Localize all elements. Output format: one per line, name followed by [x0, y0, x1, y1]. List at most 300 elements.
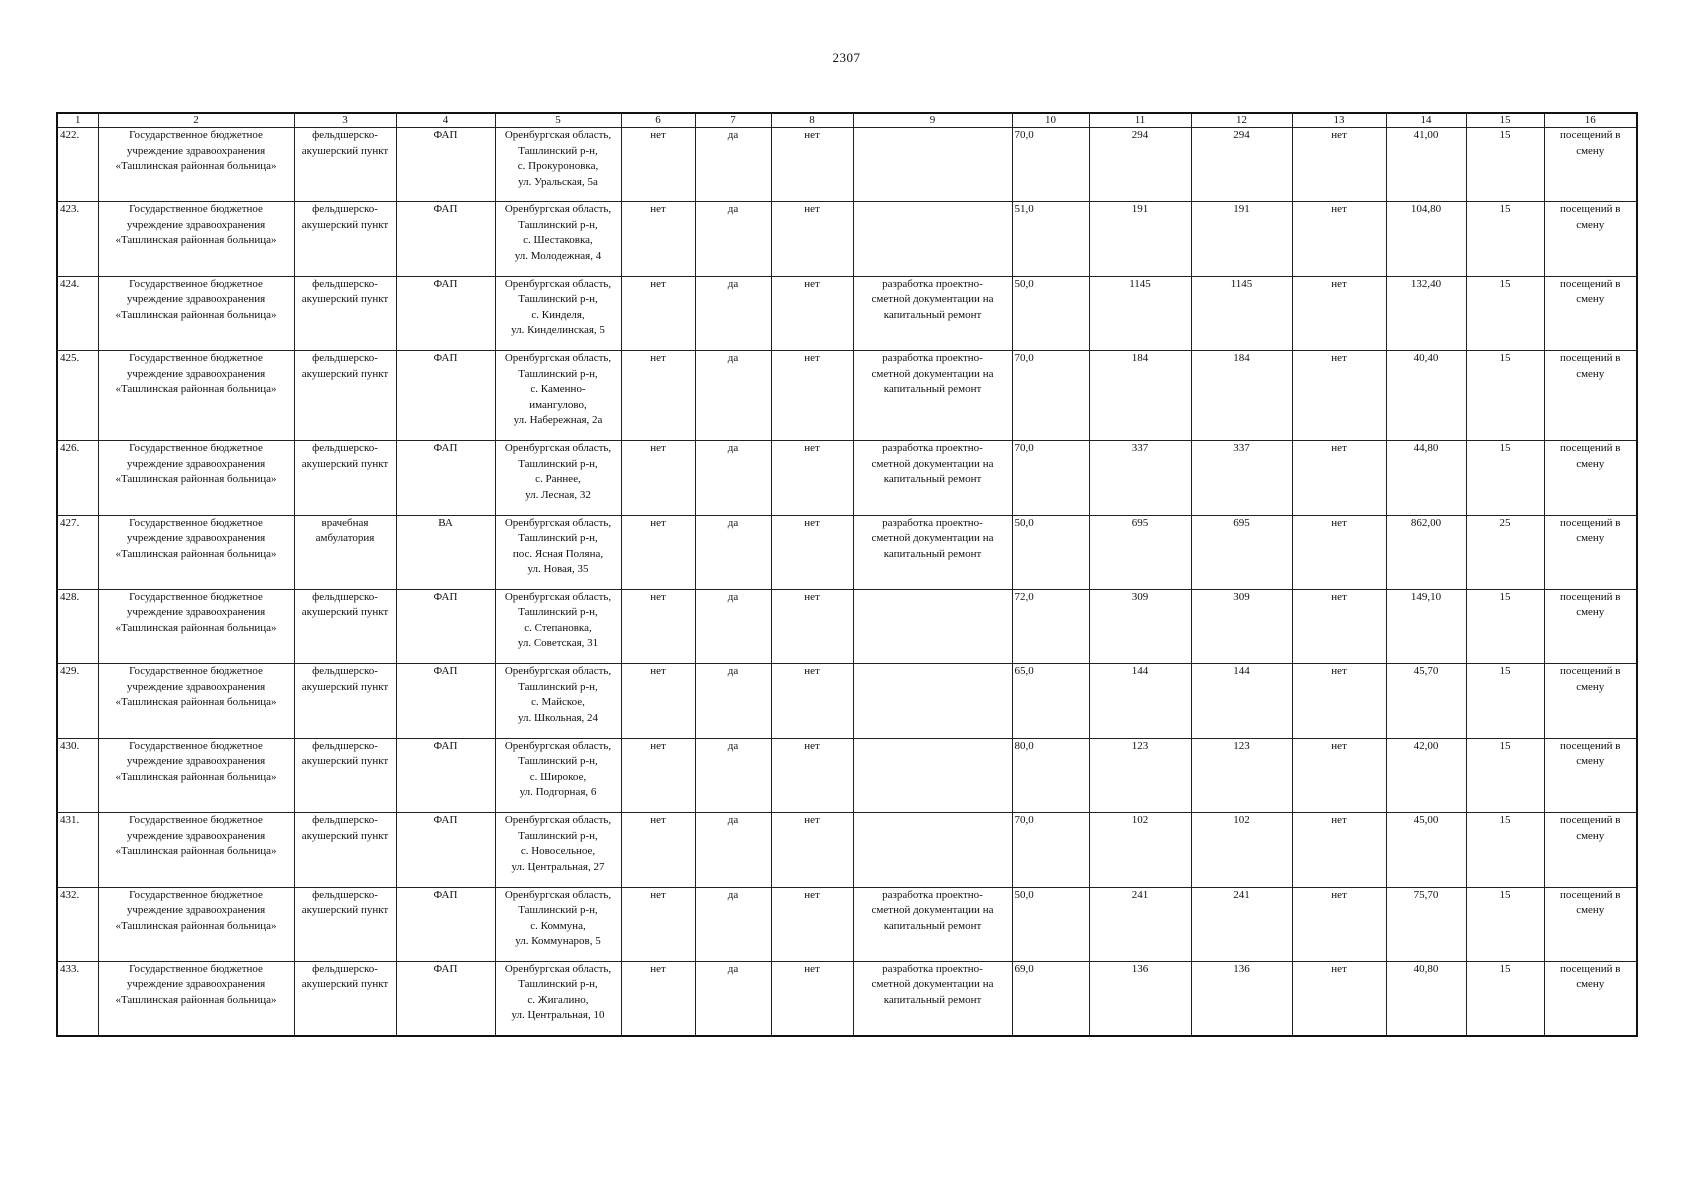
area-cell	[1012, 589, 1089, 663]
facility-type-cell	[294, 887, 396, 961]
column-11-cell	[1089, 738, 1191, 812]
column-14-text: 40,80	[1413, 962, 1439, 975]
organization-text: Государственное бюджетное учреждение здравоохранения «Ташлинская районная больница»	[115, 129, 277, 172]
address-cell	[495, 813, 621, 887]
column-8-text: нет	[804, 665, 820, 678]
column-header: 13	[1292, 113, 1386, 128]
column-7-cell	[695, 813, 771, 887]
column-7-cell	[695, 961, 771, 1035]
table-row	[57, 202, 1637, 276]
column-11-cell	[1089, 128, 1191, 202]
address-text: Оренбургская область, Ташлинский р-н, с. Кинделя, ул. Кинделинская, 5	[504, 277, 612, 337]
column-14-cell	[1386, 589, 1466, 663]
table-row	[57, 515, 1637, 589]
column-13-cell	[1292, 664, 1386, 738]
address-cell	[495, 202, 621, 276]
column-15-text: 25	[1499, 516, 1511, 529]
address-cell	[495, 351, 621, 441]
address-cell	[495, 738, 621, 812]
row-number-cell	[57, 813, 98, 887]
capacity-unit-text: посещений в смену	[1559, 516, 1621, 545]
area-text: 70,0	[1014, 442, 1034, 455]
column-14-text: 132,40	[1410, 277, 1442, 290]
column-8-text: нет	[804, 814, 820, 827]
column-13-text: нет	[1331, 352, 1347, 365]
column-11-cell	[1089, 961, 1191, 1035]
capacity-unit-text: посещений в смену	[1559, 203, 1621, 231]
area-cell	[1012, 961, 1089, 1035]
column-15-text: 15	[1499, 814, 1511, 827]
facility-abbr-text: ФАП	[433, 962, 458, 975]
facility-abbr-text: ФАП	[433, 129, 458, 141]
column-7-cell	[695, 664, 771, 738]
column-13-text: нет	[1331, 277, 1347, 290]
column-11-cell	[1089, 664, 1191, 738]
organization-cell	[98, 276, 294, 350]
area-text: 50,0	[1014, 888, 1034, 901]
row-number-text: 432.	[60, 888, 80, 901]
works-cell	[853, 441, 1012, 515]
column-11-cell	[1089, 202, 1191, 276]
column-11-text: 1145	[1129, 277, 1151, 290]
capacity-unit-text: посещений в смену	[1559, 814, 1621, 842]
works-text: разработка проектно- сметной документации на капитальный ремонт	[871, 888, 994, 932]
column-15-text: 15	[1499, 203, 1511, 216]
address-text: Оренбургская область, Ташлинский р-н, с. Широкое, ул. Подгорная, 6	[504, 739, 612, 799]
column-15-cell	[1466, 961, 1544, 1035]
table-row	[57, 813, 1637, 887]
area-text: 51,0	[1014, 203, 1034, 216]
column-14-cell	[1386, 813, 1466, 887]
column-6-text: нет	[650, 814, 666, 827]
column-11-cell	[1089, 887, 1191, 961]
facility-type-text: фельдшерско- акушерский пункт	[301, 352, 389, 380]
column-11-text: 184	[1131, 352, 1149, 365]
facility-type-cell	[294, 961, 396, 1035]
column-8-text: нет	[804, 277, 820, 290]
address-cell	[495, 515, 621, 589]
facility-type-text: фельдшерско- акушерский пункт	[301, 739, 389, 768]
column-header: 11	[1089, 113, 1191, 128]
area-cell	[1012, 276, 1089, 350]
column-8-text: нет	[804, 129, 820, 141]
column-8-cell	[771, 441, 853, 515]
column-14-text: 45,00	[1413, 814, 1439, 827]
column-6-cell	[621, 887, 695, 961]
capacity-unit-text: посещений в смену	[1559, 665, 1621, 693]
column-11-text: 123	[1131, 739, 1149, 752]
column-15-cell	[1466, 441, 1544, 515]
table-row	[57, 664, 1637, 738]
column-13-cell	[1292, 515, 1386, 589]
column-7-cell	[695, 589, 771, 663]
capacity-unit-text: посещений в смену	[1559, 888, 1621, 917]
works-cell	[853, 515, 1012, 589]
row-number-cell	[57, 589, 98, 663]
organization-cell	[98, 589, 294, 663]
column-14-cell	[1386, 441, 1466, 515]
header-row	[57, 113, 1637, 128]
column-13-text: нет	[1331, 739, 1347, 752]
column-12-cell	[1191, 961, 1292, 1035]
column-header: 8	[771, 113, 853, 128]
area-text: 70,0	[1014, 814, 1034, 827]
column-15-cell	[1466, 664, 1544, 738]
table-row	[57, 441, 1637, 515]
column-13-cell	[1292, 738, 1386, 812]
facility-type-cell	[294, 738, 396, 812]
facilities-table	[56, 112, 1638, 1037]
column-15-cell	[1466, 128, 1544, 202]
column-7-text: да	[727, 129, 739, 141]
column-14-cell	[1386, 664, 1466, 738]
facility-abbr-cell	[396, 813, 495, 887]
column-6-cell	[621, 738, 695, 812]
row-number-cell	[57, 202, 98, 276]
column-13-cell	[1292, 128, 1386, 202]
column-15-cell	[1466, 589, 1544, 663]
facility-abbr-text: ФАП	[433, 739, 458, 752]
column-6-cell	[621, 276, 695, 350]
column-14-cell	[1386, 128, 1466, 202]
works-cell	[853, 202, 1012, 276]
works-cell	[853, 276, 1012, 350]
address-cell	[495, 441, 621, 515]
facility-type-cell	[294, 441, 396, 515]
table-row	[57, 128, 1637, 202]
column-15-text: 15	[1499, 352, 1511, 365]
column-12-text: 191	[1233, 203, 1250, 216]
column-13-cell	[1292, 589, 1386, 663]
column-header: 9	[853, 113, 1012, 128]
works-cell	[853, 961, 1012, 1035]
row-number-cell	[57, 128, 98, 202]
column-12-cell	[1191, 515, 1292, 589]
column-12-cell	[1191, 128, 1292, 202]
column-15-text: 15	[1499, 277, 1511, 290]
column-14-text: 40,40	[1413, 352, 1439, 365]
column-8-text: нет	[804, 888, 820, 901]
address-cell	[495, 589, 621, 663]
area-text: 65,0	[1014, 665, 1034, 678]
column-8-cell	[771, 664, 853, 738]
facility-type-text: врачебная амбулатория	[315, 516, 375, 545]
area-cell	[1012, 664, 1089, 738]
column-12-text: 294	[1233, 129, 1250, 141]
column-header: 2	[98, 113, 294, 128]
column-12-text: 123	[1233, 739, 1250, 752]
column-14-text: 45,70	[1413, 665, 1439, 678]
column-7-cell	[695, 887, 771, 961]
facility-type-text: фельдшерско- акушерский пункт	[301, 203, 389, 231]
organization-text: Государственное бюджетное учреждение здравоохранения «Ташлинская районная больница»	[115, 814, 277, 858]
organization-cell	[98, 887, 294, 961]
capacity-unit-cell	[1544, 813, 1637, 887]
area-cell	[1012, 202, 1089, 276]
organization-cell	[98, 961, 294, 1035]
address-cell	[495, 664, 621, 738]
address-text: Оренбургская область, Ташлинский р-н, с. Майское, ул. Школьная, 24	[504, 665, 612, 724]
organization-text: Государственное бюджетное учреждение здравоохранения «Ташлинская районная больница»	[115, 203, 277, 247]
column-12-text: 241	[1233, 888, 1250, 901]
area-text: 50,0	[1014, 516, 1034, 529]
works-cell	[853, 664, 1012, 738]
organization-cell	[98, 202, 294, 276]
column-13-text: нет	[1331, 129, 1347, 141]
column-12-text: 144	[1233, 665, 1250, 678]
capacity-unit-cell	[1544, 202, 1637, 276]
column-15-cell	[1466, 202, 1544, 276]
column-7-cell	[695, 202, 771, 276]
column-6-text: нет	[650, 962, 666, 975]
column-8-cell	[771, 515, 853, 589]
column-14-cell	[1386, 351, 1466, 441]
column-13-text: нет	[1331, 814, 1347, 827]
column-7-text: да	[727, 203, 739, 216]
row-number-cell	[57, 515, 98, 589]
column-14-cell	[1386, 887, 1466, 961]
facility-type-text: фельдшерско- акушерский пункт	[301, 888, 389, 917]
address-text: Оренбургская область, Ташлинский р-н, с. Раннее, ул. Лесная, 32	[504, 442, 612, 501]
column-header: 7	[695, 113, 771, 128]
column-13-cell	[1292, 441, 1386, 515]
address-text: Оренбургская область, Ташлинский р-н, с. Жигалино, ул. Центральная, 10	[504, 962, 612, 1022]
column-14-text: 75,70	[1413, 888, 1439, 901]
facility-abbr-text: ФАП	[433, 352, 458, 365]
column-header: 16	[1544, 113, 1637, 128]
column-12-cell	[1191, 589, 1292, 663]
works-cell	[853, 589, 1012, 663]
row-number-cell	[57, 887, 98, 961]
organization-cell	[98, 664, 294, 738]
organization-cell	[98, 351, 294, 441]
facility-abbr-text: ФАП	[433, 590, 458, 603]
column-7-cell	[695, 738, 771, 812]
column-6-cell	[621, 813, 695, 887]
column-7-text: да	[727, 962, 739, 975]
address-text: Оренбургская область, Ташлинский р-н, с. Прокуроновка, ул. Уральская, 5а	[504, 129, 612, 188]
facility-type-cell	[294, 813, 396, 887]
column-12-cell	[1191, 441, 1292, 515]
capacity-unit-text: посещений в смену	[1559, 129, 1621, 157]
column-7-text: да	[727, 814, 739, 827]
facility-abbr-text: ВА	[438, 516, 453, 529]
column-13-text: нет	[1331, 590, 1347, 603]
facility-type-cell	[294, 589, 396, 663]
column-13-text: нет	[1331, 203, 1347, 216]
facility-type-cell	[294, 202, 396, 276]
column-6-text: нет	[650, 203, 666, 216]
row-number-text: 425.	[60, 352, 80, 365]
column-14-cell	[1386, 276, 1466, 350]
column-6-text: нет	[650, 277, 666, 290]
column-14-text: 41,00	[1413, 129, 1439, 141]
column-6-text: нет	[650, 665, 666, 678]
table-body	[57, 128, 1637, 1036]
column-14-text: 44,80	[1413, 442, 1439, 455]
facility-type-text: фельдшерско- акушерский пункт	[301, 665, 389, 693]
column-11-text: 136	[1131, 962, 1149, 975]
column-13-text: нет	[1331, 516, 1347, 529]
column-header: 15	[1466, 113, 1544, 128]
address-cell	[495, 961, 621, 1035]
column-11-text: 191	[1131, 203, 1149, 216]
column-11-text: 241	[1131, 888, 1149, 901]
area-cell	[1012, 128, 1089, 202]
column-6-text: нет	[650, 442, 666, 455]
organization-text: Государственное бюджетное учреждение здравоохранения «Ташлинская районная больница»	[115, 442, 277, 486]
row-number-text: 423.	[60, 203, 80, 216]
column-15-cell	[1466, 351, 1544, 441]
table-row	[57, 351, 1637, 441]
column-header: 10	[1012, 113, 1089, 128]
column-14-cell	[1386, 515, 1466, 589]
column-15-cell	[1466, 887, 1544, 961]
column-14-text: 862,00	[1410, 516, 1442, 529]
column-11-text: 309	[1131, 590, 1149, 603]
facility-abbr-cell	[396, 202, 495, 276]
column-6-cell	[621, 961, 695, 1035]
facility-abbr-cell	[396, 664, 495, 738]
address-text: Оренбургская область, Ташлинский р-н, с. Шестаковка, ул. Молодежная, 4	[504, 203, 612, 262]
column-15-cell	[1466, 515, 1544, 589]
column-14-text: 42,00	[1413, 739, 1439, 752]
column-13-text: нет	[1331, 962, 1347, 975]
column-13-text: нет	[1331, 665, 1347, 678]
capacity-unit-cell	[1544, 441, 1637, 515]
column-7-cell	[695, 351, 771, 441]
column-header: 1	[57, 113, 98, 128]
facility-abbr-cell	[396, 515, 495, 589]
page-number: 2307	[832, 50, 861, 65]
row-number-cell	[57, 961, 98, 1035]
facility-type-cell	[294, 515, 396, 589]
column-6-text: нет	[650, 888, 666, 901]
column-12-text: 1145	[1230, 277, 1253, 290]
column-15-text: 15	[1499, 888, 1511, 901]
column-header: 6	[621, 113, 695, 128]
column-15-cell	[1466, 738, 1544, 812]
organization-text: Государственное бюджетное учреждение здравоохранения «Ташлинская районная больница»	[115, 665, 277, 709]
column-13-cell	[1292, 961, 1386, 1035]
area-text: 80,0	[1014, 739, 1034, 752]
column-6-cell	[621, 441, 695, 515]
column-11-cell	[1089, 589, 1191, 663]
column-8-text: нет	[804, 962, 820, 975]
organization-text: Государственное бюджетное учреждение здравоохранения «Ташлинская районная больница»	[115, 516, 277, 560]
column-6-text: нет	[650, 590, 666, 603]
row-number-cell	[57, 664, 98, 738]
column-6-cell	[621, 202, 695, 276]
column-8-text: нет	[804, 352, 820, 365]
column-13-cell	[1292, 202, 1386, 276]
column-15-text: 15	[1499, 739, 1511, 752]
row-number-text: 424.	[60, 277, 80, 290]
column-7-text: да	[727, 352, 739, 365]
address-cell	[495, 276, 621, 350]
address-cell	[495, 887, 621, 961]
column-11-text: 337	[1131, 442, 1149, 455]
organization-cell	[98, 441, 294, 515]
column-15-text: 15	[1499, 962, 1511, 975]
column-6-cell	[621, 515, 695, 589]
capacity-unit-cell	[1544, 589, 1637, 663]
address-text: Оренбургская область, Ташлинский р-н, с. Коммуна, ул. Коммунаров, 5	[504, 888, 612, 948]
area-cell	[1012, 351, 1089, 441]
area-text: 70,0	[1014, 352, 1034, 365]
column-11-text: 695	[1131, 516, 1149, 529]
facility-abbr-text: ФАП	[433, 203, 458, 216]
column-11-cell	[1089, 351, 1191, 441]
facility-abbr-text: ФАП	[433, 888, 458, 901]
row-number-text: 428.	[60, 590, 80, 603]
facility-type-cell	[294, 128, 396, 202]
address-text: Оренбургская область, Ташлинский р-н, с. Степановка, ул. Советская, 31	[504, 590, 612, 650]
column-8-cell	[771, 276, 853, 350]
facility-type-text: фельдшерско- акушерский пункт	[301, 962, 389, 991]
address-text: Оренбургская область, Ташлинский р-н, с. Каменно- имангулово, ул. Набережная, 2а	[504, 352, 612, 427]
facility-type-text: фельдшерско- акушерский пункт	[301, 129, 389, 157]
works-cell	[853, 887, 1012, 961]
facility-abbr-cell	[396, 961, 495, 1035]
works-text: разработка проектно- сметной документации на капитальный ремонт	[871, 442, 994, 486]
area-cell	[1012, 887, 1089, 961]
facility-abbr-text: ФАП	[433, 442, 458, 455]
column-7-cell	[695, 128, 771, 202]
column-15-text: 15	[1499, 590, 1511, 603]
organization-cell	[98, 813, 294, 887]
column-13-cell	[1292, 276, 1386, 350]
column-header: 3	[294, 113, 396, 128]
facility-type-cell	[294, 664, 396, 738]
facility-type-cell	[294, 276, 396, 350]
table-row	[57, 738, 1637, 812]
column-8-text: нет	[804, 203, 820, 216]
works-cell	[853, 351, 1012, 441]
works-cell	[853, 738, 1012, 812]
column-12-text: 309	[1233, 590, 1250, 603]
row-number-text: 429.	[60, 665, 80, 678]
capacity-unit-text: посещений в смену	[1559, 442, 1621, 470]
area-text: 72,0	[1014, 590, 1034, 603]
column-header: 4	[396, 113, 495, 128]
capacity-unit-cell	[1544, 276, 1637, 350]
organization-text: Государственное бюджетное учреждение здравоохранения «Ташлинская районная больница»	[115, 590, 277, 634]
row-number-text: 430.	[60, 739, 80, 752]
facility-abbr-cell	[396, 441, 495, 515]
column-header: 14	[1386, 113, 1466, 128]
area-cell	[1012, 515, 1089, 589]
column-11-cell	[1089, 276, 1191, 350]
column-8-text: нет	[804, 739, 820, 752]
capacity-unit-cell	[1544, 664, 1637, 738]
column-13-cell	[1292, 813, 1386, 887]
column-7-text: да	[727, 888, 739, 901]
area-cell	[1012, 738, 1089, 812]
organization-text: Государственное бюджетное учреждение здравоохранения «Ташлинская районная больница»	[115, 739, 277, 783]
facility-type-text: фельдшерско- акушерский пункт	[301, 590, 389, 619]
column-8-cell	[771, 738, 853, 812]
facility-type-text: фельдшерско- акушерский пункт	[301, 277, 389, 306]
facility-abbr-cell	[396, 589, 495, 663]
column-6-text: нет	[650, 129, 666, 141]
row-number-cell	[57, 276, 98, 350]
facility-abbr-text: ФАП	[433, 814, 458, 827]
column-14-text: 104,80	[1410, 203, 1442, 216]
column-header: 12	[1191, 113, 1292, 128]
works-cell	[853, 128, 1012, 202]
column-7-text: да	[727, 516, 739, 529]
